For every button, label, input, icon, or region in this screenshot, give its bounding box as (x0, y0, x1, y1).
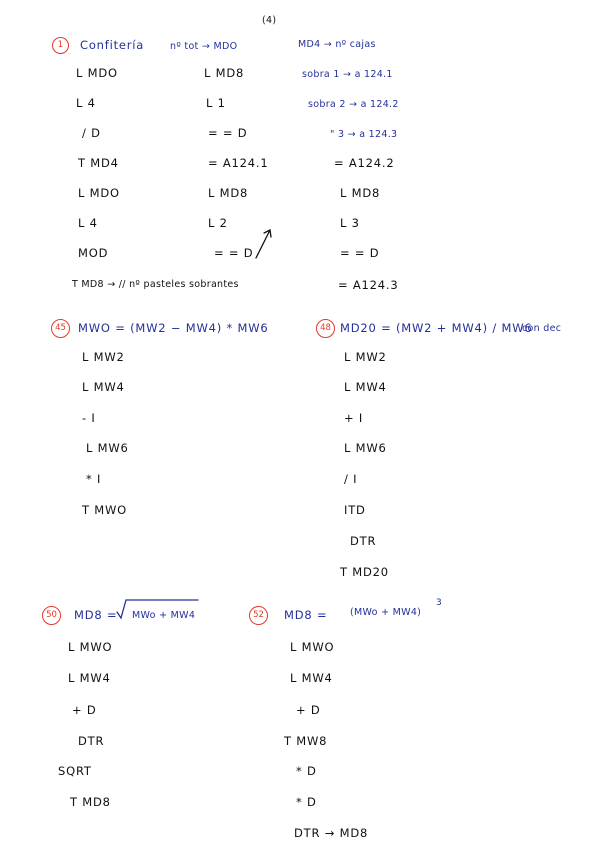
code-line: L MD8 (208, 186, 249, 200)
code-line: / D (82, 126, 101, 140)
header-mark: (4) (262, 15, 277, 26)
code-line: = A124.1 (208, 156, 269, 170)
code-line: T MWO (82, 503, 128, 517)
code-line: L MW4 (82, 380, 125, 394)
formula-52-lhs: MD8 = (284, 608, 328, 622)
code-line: L MD8 (204, 66, 245, 80)
code-line: = A124.3 (338, 278, 399, 292)
code-line: DTR (350, 534, 377, 548)
code-line: * D (296, 795, 317, 809)
cajas-note: MD4 → nº cajas (298, 39, 376, 50)
code-line: L MDO (78, 186, 120, 200)
code-line: L 3 (340, 216, 360, 230)
code-line: * D (296, 764, 317, 778)
formula-50-radicand: MWo + MW4 (132, 610, 196, 621)
code-line: T MD8 → // nº pasteles sobrantes (72, 279, 239, 290)
formula-48-note: con dec (522, 323, 562, 334)
code-line: L MW4 (68, 671, 111, 685)
code-line: L 4 (76, 96, 96, 110)
section-number-45: 45 (51, 319, 70, 338)
code-line: L MW2 (344, 350, 387, 364)
code-line: T MD8 (70, 795, 111, 809)
section-number-48: 48 (316, 319, 335, 338)
code-line: L MWO (290, 640, 335, 654)
sobra-2-note: sobra 2 → a 124.2 (308, 99, 399, 110)
code-line: T MD4 (78, 156, 119, 170)
code-line: L 1 (206, 96, 226, 110)
code-line: L 4 (78, 216, 98, 230)
up-arrow-icon (256, 230, 271, 258)
code-line: DTR → MD8 (294, 826, 369, 840)
code-line: + I (344, 411, 364, 425)
sobra-1-note: sobra 1 → a 124.1 (302, 69, 393, 80)
code-line: = = D (208, 126, 248, 140)
code-line: L MDO (76, 66, 118, 80)
code-line: L MW4 (344, 380, 387, 394)
code-line: L MW2 (82, 350, 125, 364)
section-title: Confitería (80, 38, 145, 52)
section-number-1: 1 (52, 37, 69, 54)
code-line: SQRT (58, 764, 92, 778)
code-line: - I (82, 411, 96, 425)
code-line: + D (296, 703, 321, 717)
formula-48: MD20 = (MW2 + MW4) / MW6 (340, 321, 533, 335)
code-line: L MW6 (86, 441, 129, 455)
code-line: T MW8 (284, 734, 328, 748)
code-line: L MW4 (290, 671, 333, 685)
formula-52-base: (MWo + MW4) (350, 607, 422, 618)
code-line: DTR (78, 734, 105, 748)
code-line: L MW6 (344, 441, 387, 455)
code-line: ITD (344, 503, 366, 517)
formula-52-exponent: 3 (436, 598, 443, 608)
code-line: T MD20 (340, 565, 389, 579)
code-line: = = D (214, 246, 254, 260)
section-number-52: 52 (249, 606, 268, 625)
code-line: + D (72, 703, 97, 717)
code-line: L MWO (68, 640, 113, 654)
code-line: = A124.2 (334, 156, 395, 170)
code-line: * I (86, 472, 102, 486)
total-note: nº tot → MDO (170, 41, 238, 52)
section-number-50: 50 (42, 606, 61, 625)
code-line: L MD8 (340, 186, 381, 200)
code-line: MOD (78, 246, 109, 260)
square-root-sign-icon (117, 600, 198, 618)
code-line: = = D (340, 246, 380, 260)
formula-45: MWO = (MW2 − MW4) * MW6 (78, 321, 269, 335)
code-line: L 2 (208, 216, 228, 230)
code-line: / I (344, 472, 358, 486)
sobra-3-note: " 3 → a 124.3 (330, 129, 398, 140)
formula-50-lhs: MD8 = (74, 608, 118, 622)
